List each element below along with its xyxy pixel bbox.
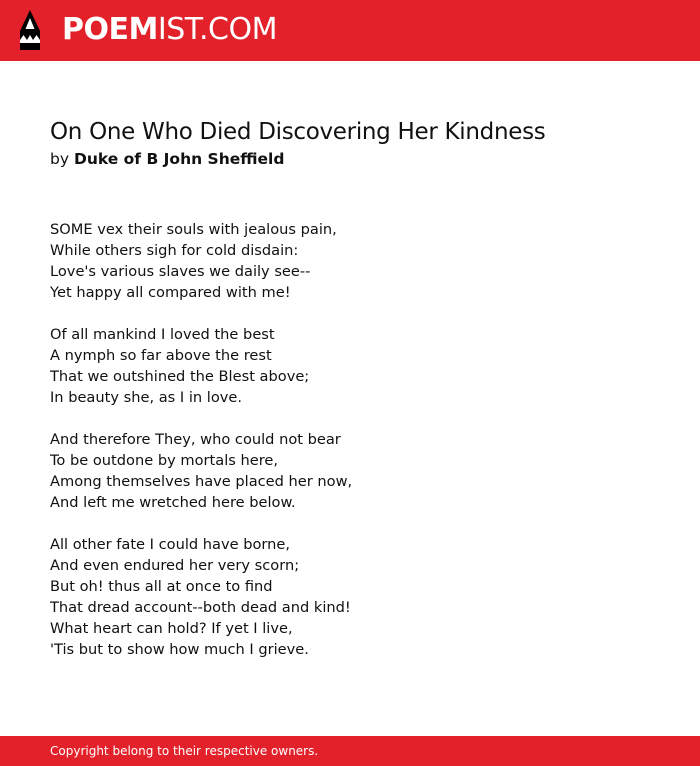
copyright-text: Copyright belong to their respective owners. (50, 744, 319, 758)
poem-line: 'Tis but to show how much I grieve. (50, 641, 309, 658)
poem-line: That dread account--both dead and kind! (50, 599, 351, 616)
poem-line: A nymph so far above the rest (50, 347, 272, 364)
byline (50, 149, 284, 169)
poem-title: On One Who Died Discovering Her Kindness (50, 119, 546, 145)
poem-line: Among themselves have placed her now, (50, 473, 353, 490)
poem-line: And left me wretched here below. (50, 494, 296, 511)
stanza (50, 429, 650, 513)
poem-line: All other fate I could have borne, (50, 536, 291, 553)
poem-line: While others sigh for cold disdain: (50, 242, 299, 259)
poem-line: Of all mankind I loved the best (50, 326, 275, 343)
site-footer (0, 736, 700, 766)
logo-light-text: IST.COM (157, 12, 277, 47)
poem-line: That we outshined the Blest above; (50, 368, 310, 385)
stanza (50, 324, 650, 408)
pencil-tip-icon[interactable] (17, 9, 43, 51)
poem-body (50, 219, 650, 681)
poem-line: And even endured her very scorn; (50, 557, 300, 574)
poem-line: And therefore They, who could not bear (50, 431, 341, 448)
poem-line: But oh! thus all at once to find (50, 578, 273, 595)
site-header (0, 0, 700, 61)
poem-line: Yet happy all compared with me! (50, 284, 291, 301)
logo-bold-text: POEM (62, 12, 158, 47)
poem-line: What heart can hold? If yet I live, (50, 620, 293, 637)
by-label: by (50, 150, 70, 168)
stanza (50, 534, 650, 660)
stanza (50, 219, 650, 303)
author-name: Duke of B John Sheffield (73, 150, 285, 168)
poem-line: To be outdone by mortals here, (50, 452, 279, 469)
poem-line: In beauty she, as I in love. (50, 389, 243, 406)
poem-line: Love's various slaves we daily see-- (50, 263, 311, 280)
site-logo[interactable] (62, 13, 277, 47)
poem-line: SOME vex their souls with jealous pain, (50, 221, 337, 238)
